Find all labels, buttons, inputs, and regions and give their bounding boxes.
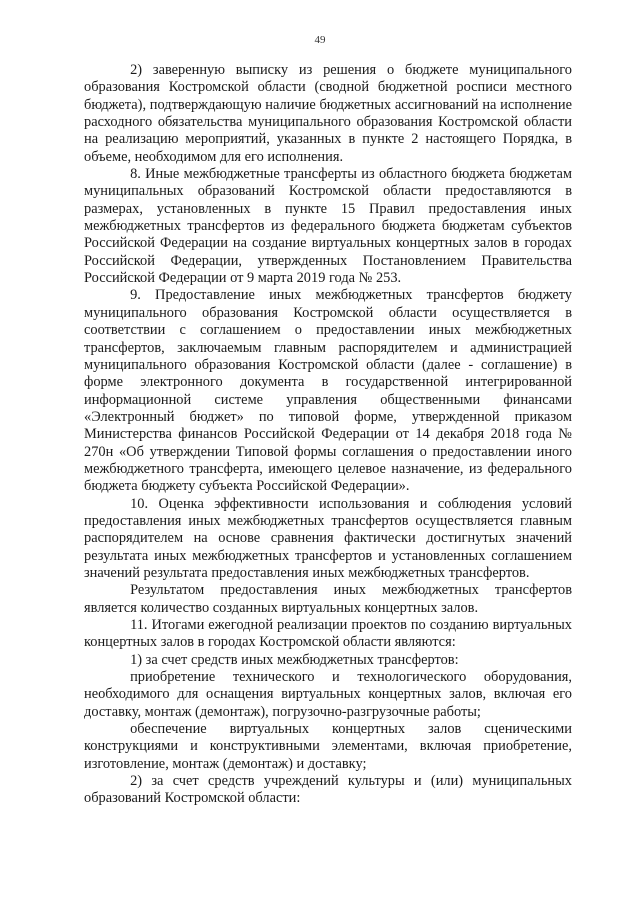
page-number: 49 — [314, 34, 326, 46]
paragraph-item-8: 8. Иные межбюджетные трансферты из областного бюджета бюджетам муниципальных образований Костромской области предоставляются в размерах, установленных в пункте 15 Правил предоставления иных межбюджетных трансфертов из федерального бюджета бюджетам субъектов Российской Федерации на создание виртуальных концертных залов в городах Российской Федерации, утвержденных Постановлением Правительства Российской Федерации от 9 марта 2019 года № 253. — [84, 166, 572, 287]
paragraph-subitem-2: 2) за счет средств учреждений культуры и (или) муниципальных образований Костромской области: — [84, 773, 572, 807]
paragraph-item-11: 11. Итогами ежегодной реализации проектов по созданию виртуальных концертных залов в городах Костромской области являются: — [84, 617, 572, 651]
paragraph-budget-extract: 2) заверенную выписку из решения о бюджете муниципального образования Костромской области (сводной бюджетной росписи местного бюджета), подтверждающую наличие бюджетных ассигнований на исполнение расходного обязательства муниципального образования Костромской области на реализацию мероприятий, указанных в пункте 2 настоящего Порядка, в объеме, необходимом для его исполнения. — [84, 62, 572, 165]
paragraph-result: Результатом предоставления иных межбюджетных трансфертов является количество созданных виртуальных концертных залов. — [84, 582, 572, 616]
paragraph-stage-constructions: обеспечение виртуальных концертных залов сценическими конструкциями и конструктивными элементами, включая приобретение, изготовление, монтаж (демонтаж) и доставку; — [84, 721, 572, 772]
paragraph-item-9: 9. Предоставление иных межбюджетных трансфертов бюджету муниципального образования Костромской области осуществляется в соответствии с соглашением о предоставлении иных межбюджетных трансфертов, заключаемым главным распорядителем и администрацией муниципального образования Костромской области (далее - соглашение) в форме электронного документа в государственной интегрированной информационной системе управления общественными финансами «Электронный бюджет» по типовой форме, утвержденной приказом Министерства финансов Российской Федерации от 14 декабря 2018 года № 270н «Об утверждении Типовой формы соглашения о предоставлении иного межбюджетного трансферта, имеющего целевое назначение, из федерального бюджета бюджету субъекта Российской Федерации». — [84, 287, 572, 495]
document-body — [84, 62, 572, 808]
paragraph-item-10: 10. Оценка эффективности использования и соблюдения условий предоставления иных межбюджетных трансфертов осуществляется главным распорядителем на основе сравнения фактически достигнутых значений результата иных межбюджетных трансфертов и установленных соглашением значений результата предоставления иных межбюджетных трансфертов. — [84, 495, 572, 581]
paragraph-equipment: приобретение технического и технологического оборудования, необходимого для оснащения виртуальных концертных залов, включая его доставку, монтаж (демонтаж), погрузочно-разгрузочные работы; — [84, 669, 572, 720]
paragraph-subitem-1: 1) за счет средств иных межбюджетных трансфертов: — [130, 651, 459, 668]
